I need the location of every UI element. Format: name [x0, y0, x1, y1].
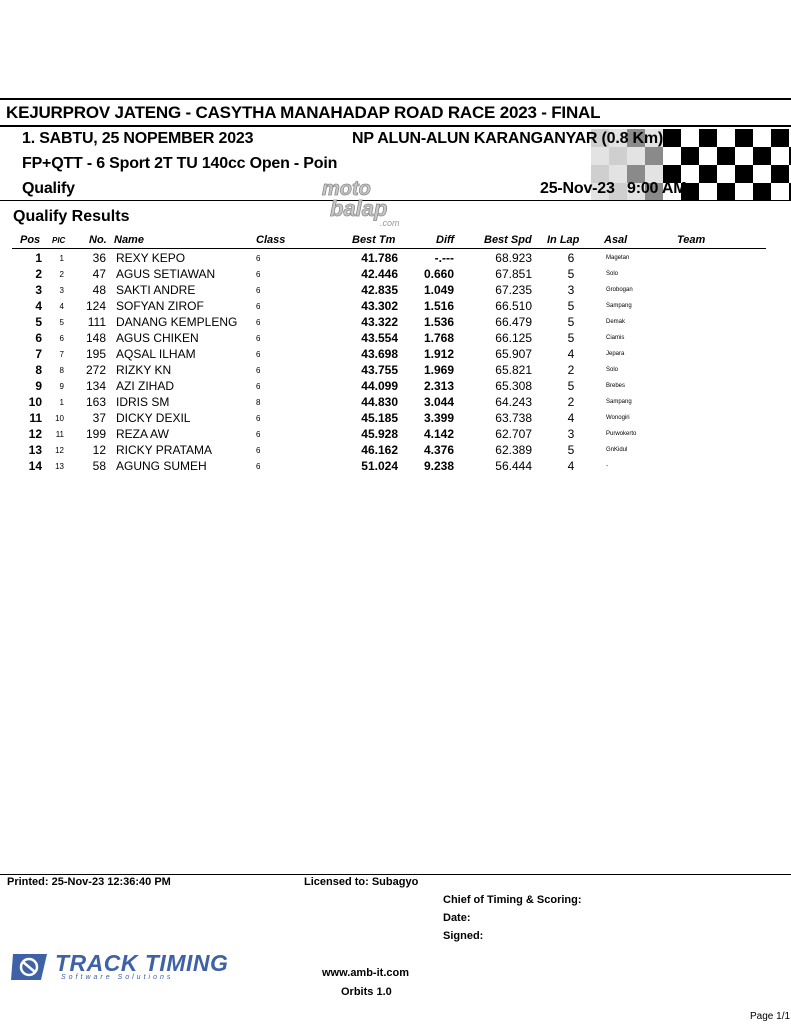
rider-name-cell: AGUS SETIAWAN — [116, 267, 216, 281]
class-cell: 6 — [256, 318, 261, 327]
col-asal: Asal — [604, 234, 628, 246]
best-speed-cell: 66.479 — [495, 315, 532, 329]
pos-cell: 2 — [35, 267, 42, 281]
origin-cell: Jepara — [606, 351, 625, 357]
in-lap-cell: 6 — [567, 251, 575, 265]
origin-cell: Brebes — [606, 383, 626, 389]
best-time-cell: 43.322 — [361, 315, 398, 329]
diff-cell: 9.238 — [423, 459, 454, 473]
rider-name-cell: IDRIS SM — [116, 395, 170, 409]
best-time-cell: 43.554 — [361, 331, 398, 345]
track-timing-emblem-icon — [11, 952, 49, 982]
best-speed-cell: 56.444 — [495, 459, 532, 473]
number-cell: 163 — [85, 395, 106, 409]
table-row — [0, 459, 791, 475]
website: www.amb-it.com — [322, 967, 409, 979]
rider-name-cell: DICKY DEXIL — [116, 411, 191, 425]
origin-cell: Sampang — [606, 303, 632, 309]
best-speed-cell: 62.707 — [495, 427, 532, 441]
col-class: Class — [256, 234, 286, 246]
pic-cell: 1 — [59, 254, 64, 263]
in-lap-cell: 2 — [567, 395, 575, 409]
best-speed-cell: 66.125 — [495, 331, 532, 345]
pic-cell: 4 — [59, 302, 64, 311]
in-lap-cell: 4 — [567, 459, 575, 473]
pic-cell: 8 — [59, 366, 64, 375]
software-version: Orbits 1.0 — [341, 986, 392, 998]
diff-cell: 1.768 — [423, 331, 454, 345]
class-cell: 6 — [256, 334, 261, 343]
in-lap-cell: 5 — [567, 315, 575, 329]
table-row — [0, 251, 791, 267]
checker-square — [627, 147, 645, 165]
table-row — [0, 347, 791, 363]
origin-cell: - — [606, 463, 608, 469]
in-lap-cell: 5 — [567, 299, 575, 313]
class-cell: 6 — [256, 430, 261, 439]
pos-cell: 8 — [35, 363, 42, 377]
best-time-cell: 42.446 — [361, 267, 398, 281]
table-row — [0, 267, 791, 283]
in-lap-cell: 2 — [567, 363, 575, 377]
pic-cell: 3 — [59, 286, 64, 295]
pos-cell: 12 — [28, 427, 42, 441]
rider-name-cell: REXY KEPO — [116, 251, 186, 265]
class-cell: 6 — [256, 462, 261, 471]
pic-cell: 6 — [59, 334, 64, 343]
checker-square — [717, 147, 735, 165]
best-time-cell: 43.302 — [361, 299, 398, 313]
diff-cell: 1.536 — [423, 315, 454, 329]
checker-square — [771, 165, 789, 183]
col-pos: Pos — [20, 234, 41, 246]
origin-cell: Purwokerto — [606, 431, 637, 437]
origin-cell: Demak — [606, 319, 626, 325]
checker-square — [717, 183, 735, 200]
col-best-spd: Best Spd — [484, 234, 532, 246]
pic-cell: 5 — [59, 318, 64, 327]
diff-cell: 0.660 — [423, 267, 454, 281]
number-cell: 12 — [92, 443, 106, 457]
origin-cell: Wonogiri — [606, 415, 630, 421]
rider-name-cell: DANANG KEMPLENG — [116, 315, 238, 329]
rider-name-cell: SAKTI ANDRE — [116, 283, 196, 297]
pos-cell: 6 — [35, 331, 42, 345]
checker-square — [753, 147, 771, 165]
origin-cell: Grobogan — [606, 287, 633, 293]
in-lap-cell: 4 — [567, 411, 575, 425]
pic-cell: 10 — [55, 414, 64, 423]
pic-cell: 13 — [55, 462, 64, 471]
col-team: Team — [677, 234, 706, 246]
rider-name-cell: SOFYAN ZIROF — [116, 299, 204, 313]
best-time-cell: 41.786 — [361, 251, 398, 265]
event-title: KEJURPROV JATENG - CASYTHA MANAHADAP ROAD RACE 2023 - FINAL — [6, 103, 601, 122]
table-row — [0, 411, 791, 427]
col-name: Name — [114, 234, 144, 246]
results-title: Qualify Results — [13, 208, 130, 225]
best-time-cell: 42.835 — [361, 283, 398, 297]
in-lap-cell: 3 — [567, 283, 575, 297]
best-speed-cell: 68.923 — [495, 251, 532, 265]
pos-cell: 14 — [28, 459, 42, 473]
pic-cell: 2 — [59, 270, 64, 279]
class-cell: 6 — [256, 302, 261, 311]
class-cell: 6 — [256, 270, 261, 279]
class-cell: 8 — [256, 398, 261, 407]
in-lap-cell: 4 — [567, 347, 575, 361]
best-speed-cell: 62.389 — [495, 443, 532, 457]
header-rule — [0, 125, 791, 127]
number-cell: 148 — [85, 331, 106, 345]
page-number: Page 1/1 — [750, 1011, 791, 1022]
table-row — [0, 299, 791, 315]
rider-name-cell: AGUNG SUMEH — [116, 459, 207, 473]
number-cell: 124 — [85, 299, 106, 313]
pic-cell: 7 — [59, 350, 64, 359]
best-time-cell: 43.698 — [361, 347, 398, 361]
checker-square — [645, 147, 663, 165]
chief-of-timing-label: Chief of Timing & Scoring: — [443, 894, 582, 906]
table-row — [0, 315, 791, 331]
footer-rule — [0, 874, 791, 875]
rider-name-cell: REZA AW — [116, 427, 169, 441]
number-cell: 111 — [87, 315, 106, 329]
best-time-cell: 44.099 — [361, 379, 398, 393]
number-cell: 199 — [85, 427, 106, 441]
diff-cell: 4.376 — [423, 443, 454, 457]
table-row — [0, 363, 791, 379]
number-cell: 58 — [92, 459, 106, 473]
diff-cell: 4.142 — [423, 427, 454, 441]
number-cell: 48 — [92, 283, 106, 297]
pos-cell: 7 — [35, 347, 42, 361]
session-date: 25-Nov-23 — [540, 180, 615, 197]
diff-cell: 1.969 — [423, 363, 454, 377]
number-cell: 272 — [85, 363, 106, 377]
checker-square — [771, 129, 789, 147]
venue: NP ALUN-ALUN KARANGANYAR (0.8 Km) — [352, 130, 664, 147]
origin-cell: Ciamis — [606, 335, 625, 341]
best-speed-cell: 64.243 — [495, 395, 532, 409]
best-speed-cell: 67.235 — [495, 283, 532, 297]
session-time: 9:00 AM — [627, 180, 687, 197]
in-lap-cell: 5 — [567, 443, 575, 457]
best-time-cell: 45.928 — [361, 427, 398, 441]
diff-cell: 3.044 — [423, 395, 454, 409]
pic-cell: 1 — [59, 398, 64, 407]
best-speed-cell: 66.510 — [495, 299, 532, 313]
best-time-cell: 46.162 — [361, 443, 398, 457]
origin-cell: Solo — [606, 367, 619, 373]
best-time-cell: 45.185 — [361, 411, 398, 425]
diff-cell: 1.912 — [423, 347, 454, 361]
session-name: Qualify — [22, 180, 75, 197]
col-no: No. — [89, 234, 107, 246]
pos-cell: 1 — [35, 251, 42, 265]
checker-square — [591, 147, 609, 165]
pic-cell: 12 — [55, 446, 64, 455]
origin-cell: Solo — [606, 271, 619, 277]
checker-square — [699, 129, 717, 147]
top-rule — [0, 98, 791, 100]
pos-cell: 9 — [35, 379, 42, 393]
checker-square — [663, 129, 681, 147]
origin-cell: Magetan — [606, 255, 630, 261]
date-label: Date: — [443, 912, 471, 924]
checker-square — [735, 129, 753, 147]
in-lap-cell: 5 — [567, 331, 575, 345]
diff-cell: 3.399 — [423, 411, 454, 425]
diff-cell: -.--- — [434, 251, 454, 265]
table-row — [0, 283, 791, 299]
class-title: FP+QTT - 6 Sport 2T TU 140cc Open - Poin — [22, 155, 338, 172]
watermark-line2: balap — [330, 196, 388, 221]
best-time-cell: 51.024 — [361, 459, 398, 473]
class-cell: 6 — [256, 286, 261, 295]
printed-timestamp: Printed: 25-Nov-23 12:36:40 PM — [7, 876, 171, 888]
rider-name-cell: AQSAL ILHAM — [116, 347, 196, 361]
number-cell: 36 — [92, 251, 106, 265]
col-best-tm: Best Tm — [352, 234, 396, 246]
logo-subtext: Software Solutions — [61, 974, 174, 981]
signed-label: Signed: — [443, 930, 484, 942]
rider-name-cell: AGUS CHIKEN — [116, 331, 199, 345]
in-lap-cell: 3 — [567, 427, 575, 441]
col-in-lap: In Lap — [547, 234, 580, 246]
col-diff: Diff — [436, 234, 455, 246]
diff-cell: 1.516 — [423, 299, 454, 313]
class-cell: 6 — [256, 350, 261, 359]
col-pic: PIC — [52, 236, 66, 245]
checker-square — [699, 165, 717, 183]
licensed-to: Licensed to: Subagyo — [304, 876, 419, 888]
column-header-rule — [12, 248, 766, 249]
pos-cell: 10 — [28, 395, 42, 409]
diff-cell: 2.313 — [423, 379, 454, 393]
checker-square — [681, 147, 699, 165]
class-cell: 6 — [256, 382, 261, 391]
watermark-line1: moto — [322, 178, 371, 200]
checker-square — [753, 183, 771, 200]
best-time-cell: 43.755 — [361, 363, 398, 377]
pic-cell: 9 — [59, 382, 64, 391]
checker-square — [735, 165, 753, 183]
pos-cell: 13 — [28, 443, 42, 457]
logo-text: TRACK TIMING — [55, 950, 229, 976]
origin-cell: Sampang — [606, 399, 632, 405]
number-cell: 47 — [92, 267, 106, 281]
class-cell: 6 — [256, 254, 261, 263]
number-cell: 195 — [85, 347, 106, 361]
rider-name-cell: RIZKY KN — [116, 363, 172, 377]
number-cell: 37 — [92, 411, 106, 425]
best-speed-cell: 65.821 — [495, 363, 532, 377]
pos-cell: 5 — [35, 315, 42, 329]
pic-cell: 11 — [55, 430, 64, 439]
best-speed-cell: 65.907 — [495, 347, 532, 361]
table-row — [0, 443, 791, 459]
number-cell: 134 — [85, 379, 106, 393]
watermark-line3: .com — [380, 218, 400, 228]
pos-cell: 3 — [35, 283, 42, 297]
table-row — [0, 395, 791, 411]
in-lap-cell: 5 — [567, 267, 575, 281]
rider-name-cell: RICKY PRATAMA — [116, 443, 213, 457]
motobalap-watermark — [318, 178, 428, 238]
checker-square — [609, 147, 627, 165]
in-lap-cell: 5 — [567, 379, 575, 393]
best-speed-cell: 67.851 — [495, 267, 532, 281]
table-row — [0, 427, 791, 443]
best-speed-cell: 63.738 — [495, 411, 532, 425]
class-cell: 6 — [256, 446, 261, 455]
table-row — [0, 379, 791, 395]
best-speed-cell: 65.308 — [495, 379, 532, 393]
rider-name-cell: AZI ZIHAD — [116, 379, 175, 393]
diff-cell: 1.049 — [423, 283, 454, 297]
best-time-cell: 44.830 — [361, 395, 398, 409]
pos-cell: 4 — [35, 299, 42, 313]
origin-cell: GnKidul — [606, 447, 628, 453]
pos-cell: 11 — [29, 411, 42, 425]
class-cell: 6 — [256, 366, 261, 375]
table-row — [0, 331, 791, 347]
class-cell: 6 — [256, 414, 261, 423]
event-day: 1. SABTU, 25 NOPEMBER 2023 — [22, 130, 254, 147]
